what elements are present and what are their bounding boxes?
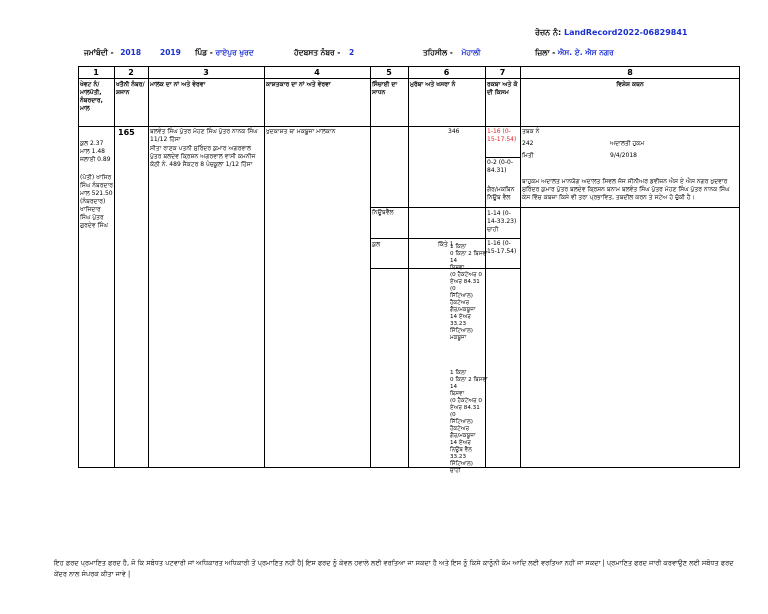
tehsil-value: ਮੋਹਾਲੀ — [461, 48, 481, 57]
date-label: ਮਿਤੀ — [522, 152, 534, 159]
summary-2-line: 0 ਕਿਲਾ 2 ਬਿਸਵਾ — [450, 377, 488, 383]
jamabandi-table — [78, 66, 740, 474]
year-1: 2018 — [120, 48, 142, 57]
irrigation-source: ਨਿਊਬਵੈੱਲ — [372, 209, 394, 216]
col1-details: (ਪੱਤੀ) ਖਾਸਿਰ ਸਿੰਘ ਨੰਬਰਦਾਰ ਮਾਲ 521.50 (ਨੰਬਰਦਾਰ) ਖਾਜਿਦਾਰ ਸਿੰਘ ਪੁੱਤਰ ਗੁਰਦੇਵ ਸਿੰਘ — [80, 174, 113, 229]
col-title-3: ਮਾਲਕ ਦਾ ਨਾਂ ਅਤੇ ਵੇਰਵਾ — [150, 81, 206, 88]
col-number-5: 5 — [386, 68, 392, 77]
col-title-2: ਖਤੌਨੀ ਨੰਬਰ/ ਸ਼ਜਾਨ — [116, 81, 145, 96]
jamabandi-line — [84, 48, 141, 58]
summary-2-line: ਹੈਕਟੇਅਰ — [450, 426, 470, 432]
tehsil-label: ਤਹਿਸੀਲ - — [423, 48, 453, 57]
col-title-7: ਰਕਬਾ ਅਤੇ ਕੋ ਦੀ ਕਿਸਮ — [487, 81, 518, 96]
col-title-1: ਖੇਵਟ ਨੰ/ ਮਾਲਪੱਤੀ, ਨੰਬਰਦਾਰ, ਮਾਲ — [80, 81, 103, 112]
summary-block-2 — [450, 370, 520, 475]
summary-1-line: 14 ਏਅਰ — [450, 314, 471, 320]
col-title-6: ਮੁਰੱਬਾ ਅਤੇ ਖਸਰਾ ਨੰ — [410, 81, 456, 88]
summary-1-line: ਮਕਬੂਜਾ — [450, 335, 467, 341]
footer-disclaimer: ਇਹ ਫ਼ਰਦ ਪ੍ਰਮਾਣਿਤ ਫਰਦ ਹੈ, ਜੋ ਕਿ ਸਬੰਧਤ ਪਟਵਾਰੀ ਜਾਂ ਅਧਿਕਾਰਤ ਅਧਿਕਾਰੀ ਤੋਂ ਪ੍ਰਮਾਣਿਤ ਨਹੀਂ ਹੈ| ਇਸ ਫਰਦ ਨੂੰ ਕੇਵਲ ਹਵਾਲੇ ਲਈ ਵਰਤਿਆ ਜਾ ਸਕਦਾ ਹੈ ਅਤੇ ਇਸ ਨੂੰ ਕਿਸੇ ਕਾਨੂੰਨੀ ਕੰਮ ਆਦਿ ਲਈ ਵਰਤਿਆ ਨਹੀਂ ਜਾ ਸਕਦਾ | ਪ੍ਰਮਾਣਿਤ ਫਰਦ ਜਾਰੀ ਕਰਵਾਉਣ ਲਈ ਸਬੰਧਤ ਫਰਦ ਕੇਂਦਰ ਨਾਲ ਸੰਪਰਕ ਕੀਤਾ ਜਾਵੇ | — [54, 559, 734, 578]
court-order: ਅਦਾਲਤੀ ਹੁਕਮ — [610, 140, 645, 147]
summary-2-line: 14 ਏਅਰ — [450, 440, 471, 446]
village — [195, 48, 254, 58]
col1-total: ਕੁਲ 2.37 — [80, 140, 104, 147]
summary-2-line: ਏਅਰ 84.31 — [450, 405, 480, 411]
hadbast-value: 2 — [349, 48, 355, 57]
record-number — [535, 28, 688, 38]
col1-mal: ਮਾਲ 1.48 — [80, 148, 105, 155]
col-number-3: 3 — [203, 68, 209, 77]
col-title-5: ਸਿੰਚਾਈ ਦਾ ਸਾਧਨ — [372, 81, 398, 96]
area-1: 1-16 (0-15-17.54) — [487, 128, 517, 143]
col-title-8: ਵਿਸ਼ੇਸ਼ ਕਥਨ — [616, 81, 644, 88]
summary-2-line: 14 — [450, 384, 458, 390]
summary-2-line: ਸਿੱਟਿਆਲ) — [450, 419, 473, 425]
khasra-number: 346 — [448, 128, 460, 135]
summary-1-line: 1 ਕਿਲਾ — [450, 244, 467, 250]
summary-1-line: ਸਿੱਟਿਆਲ) — [450, 293, 473, 299]
area-2-note: ਗੈਰ/ਮਕਬਿਨ ਨਿਊਬ ਵੈਲ — [487, 186, 515, 201]
summary-2-line: (0 ਹੈਕਟੇਅਰ 0 — [450, 398, 482, 404]
record-value: LandRecord2022-06829841 — [563, 28, 688, 37]
col-number-1: 1 — [93, 68, 99, 77]
year-2: 2019 — [160, 48, 181, 57]
summary-2-line: 1 ਕਿਲਾ — [450, 370, 467, 376]
col-number-7: 7 — [499, 68, 506, 77]
summary-1-line: (0 — [450, 286, 456, 292]
summary-1-line: ਹੈਕਟੇਅਰ — [450, 300, 470, 306]
col1-jalai: ਜਲਾਈ 0.89 — [80, 156, 111, 163]
summary-1-line: (0 ਹੈਕਟੇਅਰ 0 — [450, 272, 482, 278]
summary-2-line: ਗੈਰ/ਮਕਬੂਜਾ — [450, 433, 476, 439]
hadbast — [294, 48, 354, 58]
summary-1-line: 33.23 — [450, 321, 467, 327]
summary-2-line: (0 — [450, 412, 456, 418]
summary-1-line: ਏਅਰ 84.31 — [450, 279, 480, 285]
col-title-4: ਕਾਸ਼ਤਕਾਰ ਦਾ ਨਾਂ ਅਤੇ ਵੇਰਵਾ — [266, 81, 331, 88]
col-number-6: 6 — [443, 68, 450, 77]
summary-2-line: ਬਿਸਵਾ — [450, 391, 465, 397]
district-value: ਐਸ. ਏ. ਐਸ ਨਗਰ — [557, 48, 614, 57]
tabak-label: ਤਬਕ ਨੰ — [522, 128, 540, 135]
village-label: ਪਿੰਡ - — [195, 48, 213, 57]
tehsil — [423, 48, 481, 58]
summary-2-line: ਨਿਊਬ ਵੈਲ — [450, 447, 472, 453]
summary-1-line: ਸਿੰਟਿਆਲ) — [450, 328, 473, 334]
special-remark: ਬਾਹੁਕਮ ਅਦਾਲਤ ਮਾਨਯੋਗ ਅਦਾਲਤ ਸਿਵਲ ਜੱਜ ਸੀਨੀਅਰ ਡਵੀਜ਼ਨ ਐਸ ਏ ਐਸ ਨਗਰ ਖੁਦਵਾਰ ਸੁਰਿੰਦਰ ਕੁਮਾਰ ਪੁੱਤਰ ਬਲਦੇਵ ਕ੍ਰਿਸ਼ਨ ਬਨਾਮ ਬਲਵੰਤ ਸਿੰਘ ਪੁੱਤਰ ਮੋਹਣ ਸਿੰਘ ਪੁੱਤਰ ਨਾਨਕ ਸਿੰਘ ਕੇਸ ਵਿੱਚ ਕਬਜ਼ਾ ਕਿਸੇ ਵੀ ਤਰਾ ਪ੍ਰਭਾਵਿਤ, ਤਬਦੀਲ ਕਰਨ ਤੇ ਸਟੇਅ ਹੋ ਚੁੱਕੀ ਹੈ। — [522, 178, 730, 201]
date-value: 9/4/2018 — [610, 152, 637, 159]
summary-2-line: ਸਿੰਟਿਆਲ) — [450, 461, 473, 467]
area-3: 1-14 (0-14-33.23) ਚਾਹੀ — [487, 210, 517, 233]
owner-details: ਬਲਵੰਤ ਸਿੰਘ ਪੁੱਤਰ ਮੋਹਣ ਸਿੰਘ ਪੁੱਤਰ ਨਾਨਕ ਸਿੰਘ 11/12 ਹਿੱਸਾ — [150, 128, 258, 143]
owner-second: ਸੀਤਾ ਰਾਣਕ ਪਤਨੀ ਸੁਰਿੰਦਰ ਕੁਮਾਰ ਅਗਰਵਾਲ ਪੁੱਤਰ ਬਲਦੇਵ ਕ੍ਰਿਸ਼ਨ ਅਗਰਵਾਲ ਵਾਸੀ ਕਮਨੀਜ ਕੋਠੀ ਨੰ. 489 ਸੈਕਟਰ 8 ਪੰਚਕੂਲਾ 1/12 ਹਿੱਸਾ — [150, 145, 256, 168]
kite-count: ਕਿੱਤੇ 1 — [438, 241, 454, 248]
khatauni-number: 165 — [118, 128, 135, 137]
summary-2-line: ਚਾਹੀ — [450, 468, 461, 474]
cultivator: ਖੁਦਕਾਸ਼ਤ ਥਾ ਮਕਬੂਜਾ ਮਾਲਕਾਨ — [266, 128, 336, 135]
document-header — [0, 28, 768, 68]
record-label: ਰੋਜ਼ਨ ਨੰ: — [535, 28, 562, 37]
col-number-8: 8 — [627, 68, 633, 77]
district — [535, 48, 614, 58]
district-label: ਜ਼ਿਲਾ - — [535, 48, 556, 57]
summary-1-line: 0 ਕਿਲਾ 2 ਬਿਸਵਾ — [450, 251, 488, 257]
summary-1-line: ਬਿਸਵਾ — [450, 265, 465, 271]
col-number-4: 4 — [314, 68, 320, 77]
irrigation-total: ਕੁਲ — [372, 241, 381, 248]
col-number-2: 2 — [128, 68, 134, 77]
summary-2-line: 33.23 — [450, 454, 467, 460]
summary-block-1 — [450, 244, 520, 342]
area-4: 1-16 (0-15-17.54) — [487, 240, 517, 255]
tabak-number: 242 — [522, 140, 534, 147]
hadbast-label: ਹੱਦਬਸਤ ਨੰਬਰ - — [294, 48, 341, 57]
village-value: ਰਾਏਪੁਰ ਖੁਰਦ — [215, 48, 254, 57]
jamabandi-label: ਜਮਾਂਬੰਦੀ - — [84, 48, 114, 57]
summary-1-line: 14 — [450, 258, 458, 264]
area-2: 0-2 (0-0-84.31) — [487, 159, 514, 174]
summary-1-line: ਗੈਰ/ਮਕਬੂਜਾ — [450, 307, 476, 313]
